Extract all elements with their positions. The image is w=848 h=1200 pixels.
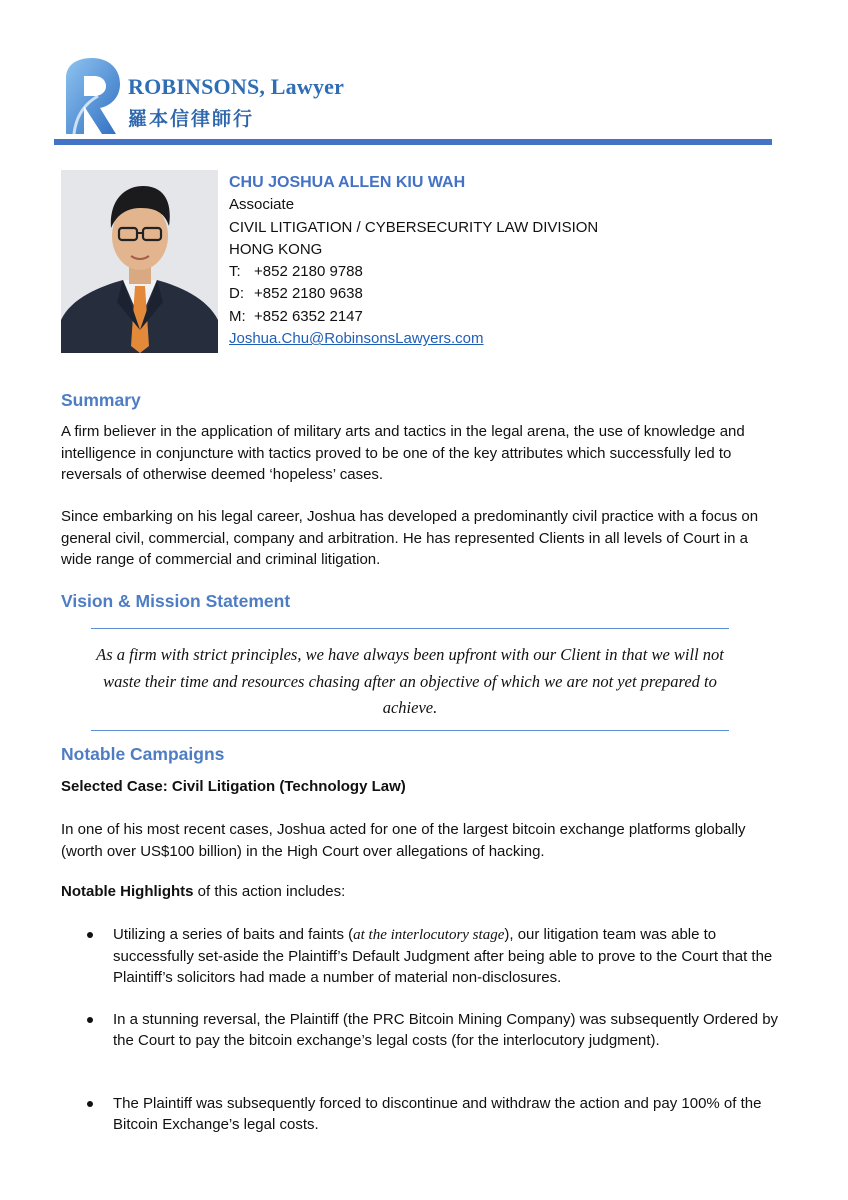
highlights-list-3 — [61, 1093, 781, 1135]
highlights-list — [61, 924, 781, 988]
campaign-intro — [61, 819, 781, 862]
header-rule — [54, 139, 772, 145]
bullet1-post: ), our litigation team was able to successfully set-aside the Plaintiff’s Default Judgment after being able to prove to the Court that the Plaintiff’s solicitors had made a number of material non-disclosures. — [113, 926, 773, 986]
mission-quote: As a firm with strict principles, we have always been upfront with our Client in that we will not waste their time and resources chasing after an objective of which we are not yet prepared to achieve. — [96, 645, 724, 717]
list-item — [61, 924, 781, 988]
firm-name-chinese: 羅本信律師行 — [128, 108, 255, 130]
list-item — [61, 1009, 781, 1051]
summary-paragraph-1 — [61, 421, 781, 486]
highlights-list-2 — [61, 1009, 781, 1051]
list-item — [61, 1093, 781, 1135]
campaign-intro-text: In one of his most recent cases, Joshua acted for one of the largest bitcoin exchange platforms globally (worth over US$100 billion) in the High Court over allegations of hacking. — [61, 821, 746, 860]
highlights-bold: Notable Highlights — [61, 883, 194, 900]
bullet2-text: In a stunning reversal, the Plaintiff (the PRC Bitcoin Mining Company) was subsequently Ordered by the Court to pay the bitcoin exchange’s legal costs (for the interlocutory judgment). — [113, 1011, 779, 1049]
bullet1-italic: at the interlocutory stage — [353, 927, 505, 943]
mobile-number: +852 6352 2147 — [254, 307, 363, 325]
direct-number: +852 2180 9638 — [254, 285, 363, 303]
highlights-intro — [61, 881, 781, 903]
phone-label: T: — [229, 263, 241, 281]
location: HONG KONG — [229, 240, 323, 258]
phone-number: +852 2180 9788 — [254, 263, 363, 281]
summary-paragraph-2 — [61, 506, 781, 571]
contact-block — [229, 172, 598, 350]
bullet1-pre: Utilizing a series of baits and faints ( — [113, 926, 354, 943]
campaigns-heading: Notable Campaigns — [61, 744, 225, 764]
summary-heading: Summary — [61, 390, 141, 410]
highlights-rest: of this action includes: — [193, 883, 346, 900]
firm-name: ROBINSONS, Lawyer — [128, 74, 345, 99]
job-title: Associate — [229, 196, 295, 214]
person-name: CHU JOSHUA ALLEN KIU WAH — [229, 174, 466, 191]
profile-photo — [61, 170, 218, 353]
bullet3-text: The Plaintiff was subsequently forced to discontinue and withdraw the action and pay 100% of the Bitcoin Exchange’s legal costs. — [113, 1095, 762, 1133]
quote-top-rule — [91, 628, 729, 629]
division: CIVIL LITIGATION / CYBERSECURITY LAW DIVISION — [229, 218, 599, 236]
phone-line — [229, 261, 598, 283]
mobile-label: M: — [229, 307, 246, 325]
bullet-icon — [87, 1017, 93, 1023]
direct-label: D: — [229, 285, 244, 303]
bullet-icon — [87, 932, 93, 938]
bullet-icon — [87, 1101, 93, 1107]
vision-heading: Vision & Mission Statement — [61, 591, 291, 611]
summary-text-1: A firm believer in the application of military arts and tactics in the legal arena, the use of knowledge and intelligence in conjuncture with tactics proved to be one of the key attributes which successfully led to reversals of otherwise deemed ‘hopeless’ cases. — [61, 423, 745, 483]
mobile-line — [229, 306, 598, 328]
firm-logo-icon — [64, 56, 122, 136]
summary-text-2: Since embarking on his legal career, Joshua has developed a predominantly civil practice with a focus on general civil, commercial, company and arbitration. He has represented Clients in all levels of Court in a wide range of commercial and criminal litigation. — [61, 508, 759, 568]
quote-bottom-rule — [91, 730, 729, 731]
selected-case: Selected Case: Civil Litigation (Technology Law) — [61, 778, 406, 795]
direct-line — [229, 283, 598, 305]
email-link[interactable]: Joshua.Chu@RobinsonsLawyers.com — [229, 330, 484, 348]
